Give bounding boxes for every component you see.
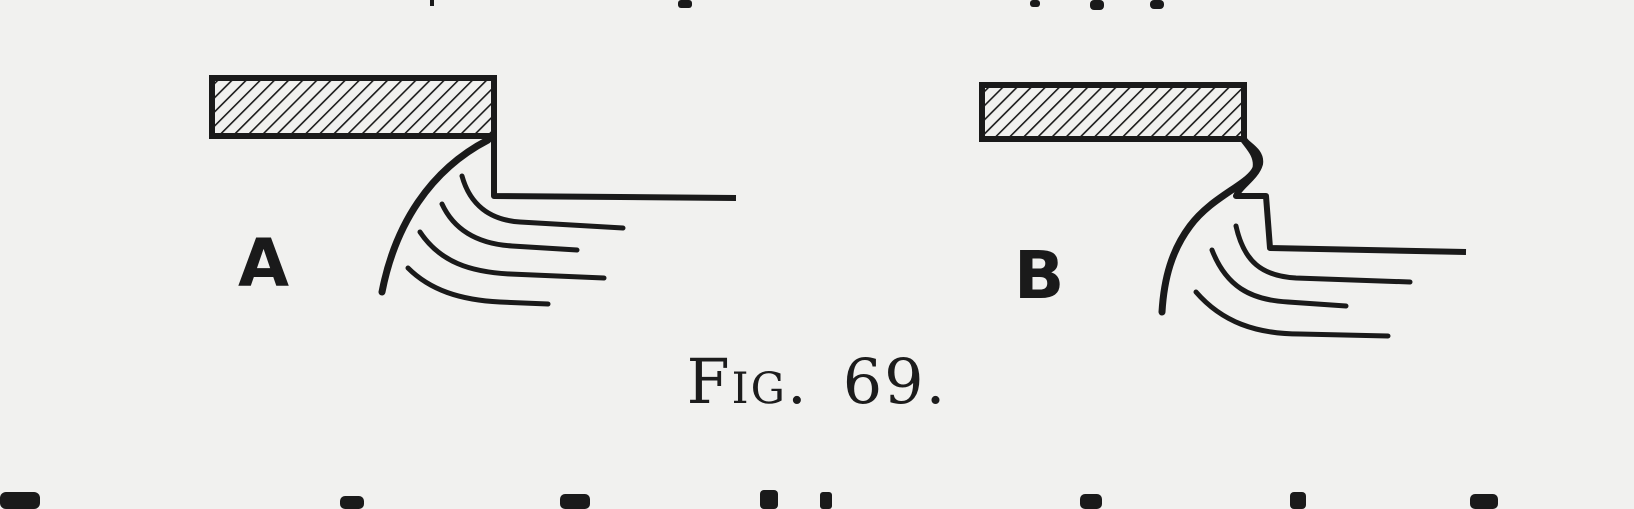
bottom-text-fragments <box>0 490 1498 509</box>
tool-step-b <box>1236 196 1466 252</box>
label-b: B <box>1014 237 1065 314</box>
figure-caption <box>0 345 1634 418</box>
caption-prefix: Fig. <box>686 345 809 418</box>
hatched-block-a <box>212 78 494 136</box>
label-a: A <box>238 225 290 302</box>
corner-edge-a <box>494 80 736 198</box>
diagram-a <box>212 78 736 304</box>
top-text-fragments <box>430 0 1164 10</box>
caption-number: 69. <box>842 345 948 418</box>
hatched-block-b <box>982 85 1244 139</box>
flow-lines-b <box>1196 226 1410 336</box>
chip-curve-b <box>1162 140 1256 312</box>
diagram-b <box>982 85 1466 336</box>
